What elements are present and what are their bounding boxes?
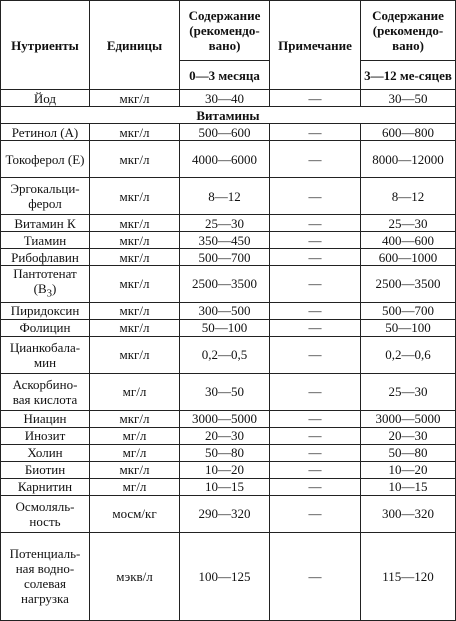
unit-cell: мг/л [90,373,180,410]
note-cell: — [270,178,361,215]
content-0-3-cell: 20—30 [180,427,270,444]
note-cell: — [270,427,361,444]
note-cell: — [270,215,361,232]
table-row [1,178,456,215]
unit-cell: мэкв/л [90,532,180,620]
note-cell: — [270,232,361,249]
content-0-3-cell: 30—50 [180,373,270,410]
content-3-12-cell: 300—320 [361,495,456,532]
nutrient-name: Холин [1,444,90,461]
unit-cell: мкг/л [90,461,180,478]
content-3-12-cell: 8—12 [361,178,456,215]
content-0-3-cell: 30—40 [180,90,270,107]
unit-cell: мкг/л [90,266,180,303]
note-cell: — [270,336,361,373]
content-0-3-cell: 8—12 [180,178,270,215]
nutrient-name: Эргокальци-ферол [1,178,90,215]
note-cell: — [270,90,361,107]
unit-cell: мосм/кг [90,495,180,532]
table-row [1,478,456,495]
table-row [1,444,456,461]
content-0-3-cell: 2500—3500 [180,266,270,303]
nutrient-name: Пантотенат $(B_3)$ [1,266,90,303]
header-content-a: Содержание (рекомендо-вано) [180,1,270,61]
content-3-12-cell: 50—80 [361,444,456,461]
section-vitamins: Витамины [1,107,456,124]
content-3-12-cell: 500—700 [361,302,456,319]
content-3-12-cell: 2500—3500 [361,266,456,303]
nutrient-subscript: 3 [46,287,53,300]
table-row [1,302,456,319]
nutrient-name: Инозит [1,427,90,444]
header-note: Примечание [270,1,361,90]
content-3-12-cell: 0,2—0,6 [361,336,456,373]
nutrient-name: Аскорбино-вая кислота [1,373,90,410]
note-cell: — [270,249,361,266]
note-cell: — [270,410,361,427]
unit-cell: мг/л [90,444,180,461]
header-nutrients: Нутриенты [1,1,90,90]
note-cell: — [270,302,361,319]
note-cell: — [270,266,361,303]
content-0-3-cell: 290—320 [180,495,270,532]
unit-cell: мкг/л [90,215,180,232]
table-row [1,232,456,249]
content-0-3-cell: 50—80 [180,444,270,461]
nutrient-name: Рибофлавин [1,249,90,266]
content-3-12-cell: 10—20 [361,461,456,478]
content-3-12-cell: 600—1000 [361,249,456,266]
note-cell: — [270,532,361,620]
table-row [1,410,456,427]
nutrient-name: Потенциаль-ная водно-солевая нагрузка [1,532,90,620]
content-3-12-cell: 25—30 [361,373,456,410]
unit-cell: мкг/л [90,302,180,319]
unit-cell: мкг/л [90,178,180,215]
unit-cell: мкг/л [90,232,180,249]
unit-cell: мкг/л [90,90,180,107]
content-0-3-cell: 300—500 [180,302,270,319]
nutrient-name: Витамин К [1,215,90,232]
note-cell: — [270,444,361,461]
header-age-a: 0—3 месяца [180,61,270,90]
note-cell: — [270,124,361,141]
table-row [1,215,456,232]
content-3-12-cell: 20—30 [361,427,456,444]
content-0-3-cell: 3000—5000 [180,410,270,427]
table-row [1,319,456,336]
content-0-3-cell: 4000—6000 [180,141,270,178]
nutrient-name: Ретинол (А) [1,124,90,141]
nutrient-name-text: Пантотенат [13,266,77,281]
note-cell: — [270,478,361,495]
table-row [1,427,456,444]
nutrient-name: Пиридоксин [1,302,90,319]
content-0-3-cell: 100—125 [180,532,270,620]
content-0-3-cell: 350—450 [180,232,270,249]
table-row [1,249,456,266]
unit-cell: мг/л [90,427,180,444]
note-cell: — [270,461,361,478]
content-0-3-cell: 500—600 [180,124,270,141]
content-3-12-cell: 115—120 [361,532,456,620]
note-cell: — [270,495,361,532]
content-3-12-cell: 25—30 [361,215,456,232]
content-3-12-cell: 50—100 [361,319,456,336]
nutrient-name: Токоферол (Е) [1,141,90,178]
header-units: Единицы [90,1,180,90]
header-age-b: 3—12 ме-сяцев [361,61,456,90]
unit-cell: мкг/л [90,336,180,373]
nutrient-name: Осмоляль-ность [1,495,90,532]
nutrient-name: Йод [1,90,90,107]
note-cell: — [270,373,361,410]
content-3-12-cell: 3000—5000 [361,410,456,427]
nutrient-name: Ниацин [1,410,90,427]
table-row [1,336,456,373]
table-row [1,266,456,303]
content-3-12-cell: 10—15 [361,478,456,495]
header-content-b: Содержание (рекомендо-вано) [361,1,456,61]
note-cell: — [270,141,361,178]
table-row [1,124,456,141]
table-row [1,461,456,478]
nutrient-name: Карнитин [1,478,90,495]
content-3-12-cell: 400—600 [361,232,456,249]
content-0-3-cell: 10—20 [180,461,270,478]
table-row [1,373,456,410]
content-0-3-cell: 50—100 [180,319,270,336]
table-row [1,495,456,532]
content-0-3-cell: 500—700 [180,249,270,266]
note-cell: — [270,319,361,336]
section-row [1,107,456,124]
unit-cell: мкг/л [90,249,180,266]
content-3-12-cell: 600—800 [361,124,456,141]
nutrient-name: Цианкобала-мин [1,336,90,373]
table-row [1,532,456,620]
unit-cell: мкг/л [90,141,180,178]
table-row [1,141,456,178]
nutrient-name: Фолицин [1,319,90,336]
nutrient-name: Биотин [1,461,90,478]
content-3-12-cell: 8000—12000 [361,141,456,178]
unit-cell: мкг/л [90,319,180,336]
content-0-3-cell: 0,2—0,5 [180,336,270,373]
unit-cell: мкг/л [90,124,180,141]
table-row [1,90,456,107]
unit-cell: мг/л [90,478,180,495]
content-0-3-cell: 25—30 [180,215,270,232]
content-3-12-cell: 30—50 [361,90,456,107]
unit-cell: мкг/л [90,410,180,427]
nutrient-name: Тиамин [1,232,90,249]
content-0-3-cell: 10—15 [180,478,270,495]
